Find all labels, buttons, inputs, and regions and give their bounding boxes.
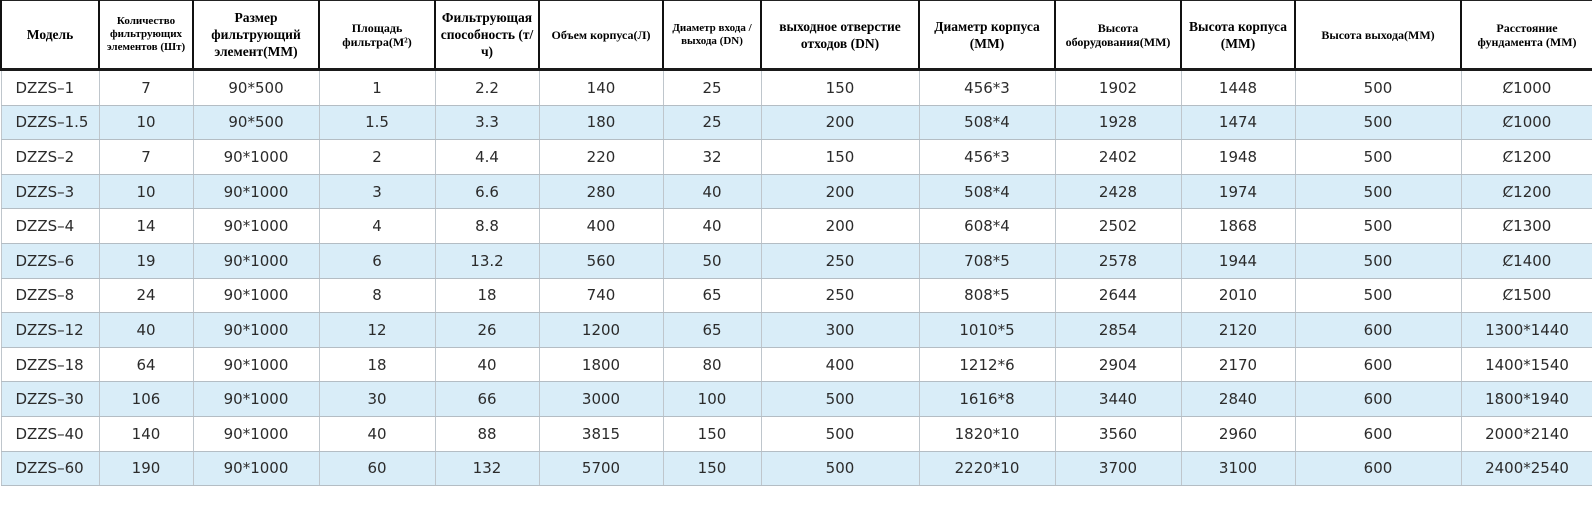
column-header-element-count: Количество фильтрующих элементов (Шт) <box>99 1 193 70</box>
filter-area-cell: 60 <box>319 451 435 486</box>
table-row <box>1 382 1592 417</box>
waste-outlet-cell: 500 <box>761 416 919 451</box>
element-count-cell: 19 <box>99 243 193 278</box>
housing-height-cell: 1448 <box>1181 70 1295 106</box>
filter-capacity-cell: 3.3 <box>435 105 539 140</box>
filter-capacity-cell: 8.8 <box>435 209 539 244</box>
waste-outlet-cell: 250 <box>761 243 919 278</box>
equipment-height-cell: 1928 <box>1055 105 1181 140</box>
column-header-model: Модель <box>1 1 99 70</box>
column-header-housing-diameter: Диаметр корпуса (ММ) <box>919 1 1055 70</box>
table-body <box>1 70 1592 486</box>
model-cell: DZZS–4 <box>1 209 99 244</box>
filter-area-cell: 3 <box>319 174 435 209</box>
foundation-distance-cell: Ȼ1300 <box>1461 209 1592 244</box>
model-cell: DZZS–60 <box>1 451 99 486</box>
element-count-cell: 64 <box>99 347 193 382</box>
foundation-distance-cell: 1400*1540 <box>1461 347 1592 382</box>
filter-area-cell: 1.5 <box>319 105 435 140</box>
element-size-cell: 90*1000 <box>193 174 319 209</box>
inlet-outlet-diameter-cell: 25 <box>663 105 761 140</box>
model-cell: DZZS–1 <box>1 70 99 106</box>
model-cell: DZZS–1.5 <box>1 105 99 140</box>
inlet-outlet-diameter-cell: 80 <box>663 347 761 382</box>
element-count-cell: 14 <box>99 209 193 244</box>
housing-diameter-cell: 708*5 <box>919 243 1055 278</box>
column-header-filter-area: Площадь фильтра(М²) <box>319 1 435 70</box>
housing-diameter-cell: 808*5 <box>919 278 1055 313</box>
foundation-distance-cell: Ȼ1200 <box>1461 174 1592 209</box>
housing-volume-cell: 140 <box>539 70 663 106</box>
inlet-outlet-diameter-cell: 65 <box>663 313 761 348</box>
element-size-cell: 90*1000 <box>193 243 319 278</box>
outlet-height-cell: 500 <box>1295 243 1461 278</box>
column-header-filter-capacity: Фильтрующая способность (т/ч) <box>435 1 539 70</box>
table-row <box>1 70 1592 106</box>
housing-diameter-cell: 2220*10 <box>919 451 1055 486</box>
housing-volume-cell: 280 <box>539 174 663 209</box>
filter-capacity-cell: 26 <box>435 313 539 348</box>
housing-volume-cell: 1800 <box>539 347 663 382</box>
filter-capacity-cell: 4.4 <box>435 140 539 175</box>
housing-height-cell: 1948 <box>1181 140 1295 175</box>
filter-area-cell: 12 <box>319 313 435 348</box>
outlet-height-cell: 500 <box>1295 174 1461 209</box>
equipment-height-cell: 3440 <box>1055 382 1181 417</box>
foundation-distance-cell: Ȼ1400 <box>1461 243 1592 278</box>
inlet-outlet-diameter-cell: 65 <box>663 278 761 313</box>
model-cell: DZZS–40 <box>1 416 99 451</box>
housing-height-cell: 2010 <box>1181 278 1295 313</box>
housing-volume-cell: 400 <box>539 209 663 244</box>
waste-outlet-cell: 300 <box>761 313 919 348</box>
filter-capacity-cell: 88 <box>435 416 539 451</box>
housing-height-cell: 2170 <box>1181 347 1295 382</box>
filter-capacity-cell: 66 <box>435 382 539 417</box>
element-size-cell: 90*1000 <box>193 209 319 244</box>
foundation-distance-cell: Ȼ1200 <box>1461 140 1592 175</box>
inlet-outlet-diameter-cell: 40 <box>663 174 761 209</box>
foundation-distance-cell: Ȼ1000 <box>1461 70 1592 106</box>
inlet-outlet-diameter-cell: 40 <box>663 209 761 244</box>
table-row <box>1 451 1592 486</box>
element-count-cell: 10 <box>99 174 193 209</box>
filter-capacity-cell: 18 <box>435 278 539 313</box>
housing-height-cell: 2840 <box>1181 382 1295 417</box>
housing-diameter-cell: 456*3 <box>919 140 1055 175</box>
housing-volume-cell: 180 <box>539 105 663 140</box>
waste-outlet-cell: 200 <box>761 209 919 244</box>
model-cell: DZZS–30 <box>1 382 99 417</box>
foundation-distance-cell: 2000*2140 <box>1461 416 1592 451</box>
housing-volume-cell: 3815 <box>539 416 663 451</box>
filter-area-cell: 40 <box>319 416 435 451</box>
housing-diameter-cell: 608*4 <box>919 209 1055 244</box>
element-size-cell: 90*1000 <box>193 347 319 382</box>
foundation-distance-cell: 1800*1940 <box>1461 382 1592 417</box>
element-count-cell: 7 <box>99 70 193 106</box>
element-size-cell: 90*1000 <box>193 140 319 175</box>
element-count-cell: 140 <box>99 416 193 451</box>
model-cell: DZZS–2 <box>1 140 99 175</box>
waste-outlet-cell: 200 <box>761 105 919 140</box>
waste-outlet-cell: 400 <box>761 347 919 382</box>
equipment-height-cell: 2904 <box>1055 347 1181 382</box>
outlet-height-cell: 600 <box>1295 416 1461 451</box>
housing-height-cell: 1868 <box>1181 209 1295 244</box>
foundation-distance-cell: 2400*2540 <box>1461 451 1592 486</box>
element-size-cell: 90*1000 <box>193 416 319 451</box>
waste-outlet-cell: 150 <box>761 70 919 106</box>
housing-diameter-cell: 508*4 <box>919 174 1055 209</box>
waste-outlet-cell: 250 <box>761 278 919 313</box>
column-header-inlet-outlet-diameter: Диаметр входа / выхода (DN) <box>663 1 761 70</box>
table-row <box>1 140 1592 175</box>
housing-diameter-cell: 508*4 <box>919 105 1055 140</box>
foundation-distance-cell: Ȼ1500 <box>1461 278 1592 313</box>
housing-volume-cell: 5700 <box>539 451 663 486</box>
housing-height-cell: 1474 <box>1181 105 1295 140</box>
model-cell: DZZS–8 <box>1 278 99 313</box>
foundation-distance-cell: Ȼ1000 <box>1461 105 1592 140</box>
equipment-height-cell: 3560 <box>1055 416 1181 451</box>
inlet-outlet-diameter-cell: 100 <box>663 382 761 417</box>
waste-outlet-cell: 500 <box>761 451 919 486</box>
equipment-height-cell: 1902 <box>1055 70 1181 106</box>
equipment-height-cell: 2402 <box>1055 140 1181 175</box>
model-cell: DZZS–6 <box>1 243 99 278</box>
inlet-outlet-diameter-cell: 150 <box>663 416 761 451</box>
outlet-height-cell: 500 <box>1295 140 1461 175</box>
filter-area-cell: 30 <box>319 382 435 417</box>
inlet-outlet-diameter-cell: 150 <box>663 451 761 486</box>
model-cell: DZZS–12 <box>1 313 99 348</box>
column-header-housing-height: Высота корпуса (ММ) <box>1181 1 1295 70</box>
equipment-height-cell: 3700 <box>1055 451 1181 486</box>
housing-diameter-cell: 1212*6 <box>919 347 1055 382</box>
filter-capacity-cell: 6.6 <box>435 174 539 209</box>
housing-height-cell: 2960 <box>1181 416 1295 451</box>
table-row <box>1 243 1592 278</box>
column-header-waste-outlet: выходное отверстие отходов (DN) <box>761 1 919 70</box>
filter-capacity-cell: 13.2 <box>435 243 539 278</box>
column-header-element-size: Размер фильтрующий элемент(ММ) <box>193 1 319 70</box>
column-header-foundation-distance: Расстояние фундамента (ММ) <box>1461 1 1592 70</box>
housing-diameter-cell: 1616*8 <box>919 382 1055 417</box>
table-row <box>1 105 1592 140</box>
element-size-cell: 90*1000 <box>193 382 319 417</box>
column-header-equipment-height: Высота оборудования(ММ) <box>1055 1 1181 70</box>
filter-area-cell: 4 <box>319 209 435 244</box>
filter-area-cell: 8 <box>319 278 435 313</box>
inlet-outlet-diameter-cell: 25 <box>663 70 761 106</box>
housing-height-cell: 2120 <box>1181 313 1295 348</box>
equipment-height-cell: 2854 <box>1055 313 1181 348</box>
housing-height-cell: 3100 <box>1181 451 1295 486</box>
housing-volume-cell: 3000 <box>539 382 663 417</box>
equipment-height-cell: 2502 <box>1055 209 1181 244</box>
filter-area-cell: 1 <box>319 70 435 106</box>
filter-capacity-cell: 2.2 <box>435 70 539 106</box>
model-cell: DZZS–3 <box>1 174 99 209</box>
table-row <box>1 278 1592 313</box>
table-row <box>1 209 1592 244</box>
table-row <box>1 416 1592 451</box>
outlet-height-cell: 600 <box>1295 347 1461 382</box>
element-size-cell: 90*1000 <box>193 278 319 313</box>
table-row <box>1 313 1592 348</box>
outlet-height-cell: 500 <box>1295 105 1461 140</box>
table-row <box>1 347 1592 382</box>
element-count-cell: 106 <box>99 382 193 417</box>
outlet-height-cell: 500 <box>1295 278 1461 313</box>
waste-outlet-cell: 200 <box>761 174 919 209</box>
model-cell: DZZS–18 <box>1 347 99 382</box>
waste-outlet-cell: 500 <box>761 382 919 417</box>
housing-volume-cell: 220 <box>539 140 663 175</box>
housing-volume-cell: 740 <box>539 278 663 313</box>
housing-volume-cell: 560 <box>539 243 663 278</box>
outlet-height-cell: 500 <box>1295 209 1461 244</box>
element-count-cell: 10 <box>99 105 193 140</box>
housing-volume-cell: 1200 <box>539 313 663 348</box>
inlet-outlet-diameter-cell: 32 <box>663 140 761 175</box>
housing-diameter-cell: 456*3 <box>919 70 1055 106</box>
element-size-cell: 90*1000 <box>193 313 319 348</box>
element-size-cell: 90*500 <box>193 105 319 140</box>
waste-outlet-cell: 150 <box>761 140 919 175</box>
housing-diameter-cell: 1820*10 <box>919 416 1055 451</box>
filter-capacity-cell: 40 <box>435 347 539 382</box>
element-count-cell: 24 <box>99 278 193 313</box>
outlet-height-cell: 600 <box>1295 451 1461 486</box>
filter-capacity-cell: 132 <box>435 451 539 486</box>
element-count-cell: 40 <box>99 313 193 348</box>
element-size-cell: 90*1000 <box>193 451 319 486</box>
equipment-height-cell: 2578 <box>1055 243 1181 278</box>
element-count-cell: 190 <box>99 451 193 486</box>
column-header-outlet-height: Высота выхода(ММ) <box>1295 1 1461 70</box>
outlet-height-cell: 600 <box>1295 313 1461 348</box>
outlet-height-cell: 500 <box>1295 70 1461 106</box>
filter-area-cell: 2 <box>319 140 435 175</box>
equipment-height-cell: 2644 <box>1055 278 1181 313</box>
element-count-cell: 7 <box>99 140 193 175</box>
column-header-housing-volume: Объем корпуса(Л) <box>539 1 663 70</box>
filter-area-cell: 18 <box>319 347 435 382</box>
filter-area-cell: 6 <box>319 243 435 278</box>
foundation-distance-cell: 1300*1440 <box>1461 313 1592 348</box>
inlet-outlet-diameter-cell: 50 <box>663 243 761 278</box>
header-row <box>1 1 1592 70</box>
element-size-cell: 90*500 <box>193 70 319 106</box>
equipment-height-cell: 2428 <box>1055 174 1181 209</box>
housing-height-cell: 1974 <box>1181 174 1295 209</box>
housing-diameter-cell: 1010*5 <box>919 313 1055 348</box>
table-row <box>1 174 1592 209</box>
housing-height-cell: 1944 <box>1181 243 1295 278</box>
outlet-height-cell: 600 <box>1295 382 1461 417</box>
